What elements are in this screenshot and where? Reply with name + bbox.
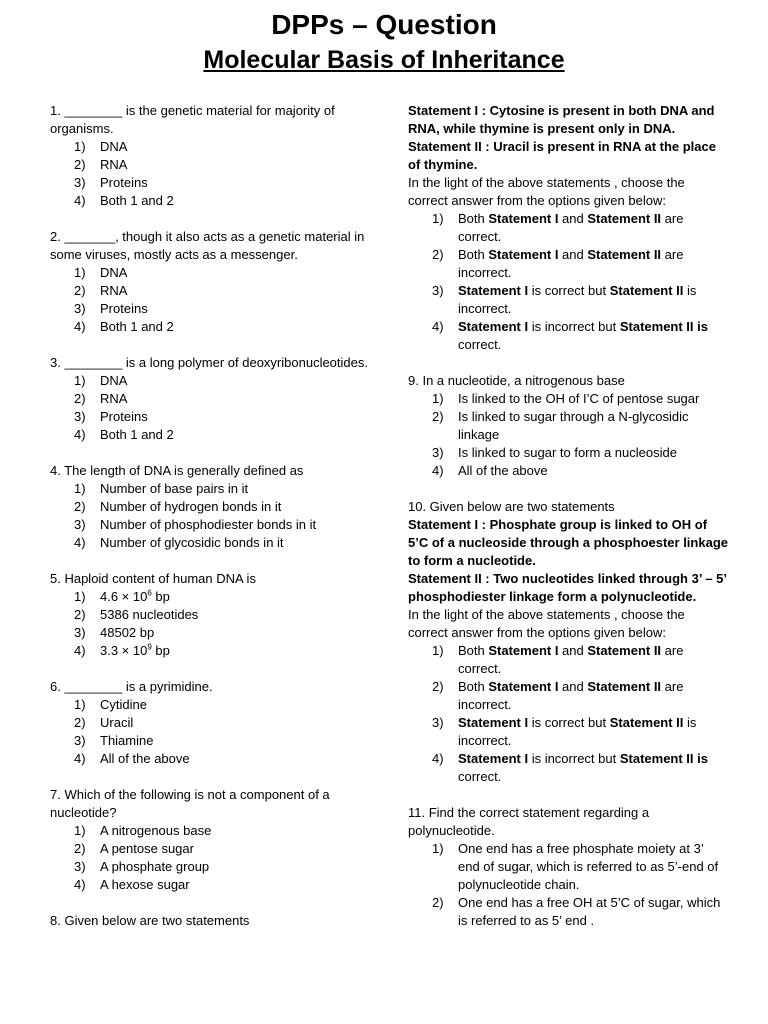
option-number: 2) [74, 841, 86, 856]
option-item [408, 840, 728, 894]
option-item [50, 174, 380, 192]
option-item [50, 642, 380, 660]
question-text: 5. Haploid content of human DNA is [50, 571, 256, 586]
option-text: Number of base pairs in it [100, 481, 249, 496]
option-number: 2) [432, 679, 444, 694]
option-number: 4) [74, 193, 86, 208]
option-text: Both Statement I and Statement II are correct. [458, 643, 684, 676]
option-item [50, 876, 380, 894]
option-item [50, 192, 380, 210]
option-number: 4) [432, 319, 444, 334]
option-number: 4) [74, 319, 86, 334]
option-item [50, 822, 380, 840]
option-number: 3) [74, 859, 86, 874]
option-text: A pentose sugar [100, 841, 194, 856]
option-text: Proteins [100, 409, 148, 424]
question-text: 3. ________ is a long polymer of deoxyribonucleotides. [50, 355, 368, 370]
option-item [50, 480, 380, 498]
option-list [408, 210, 728, 354]
option-number: 2) [74, 283, 86, 298]
option-list [50, 372, 380, 444]
option-number: 2) [74, 715, 86, 730]
option-text: Both 1 and 2 [100, 319, 174, 334]
option-text: Both 1 and 2 [100, 193, 174, 208]
option-number: 4) [74, 427, 86, 442]
option-item [50, 516, 380, 534]
option-number: 3) [74, 175, 86, 190]
option-item [408, 246, 728, 282]
option-item [50, 714, 380, 732]
option-text: A hexose sugar [100, 877, 190, 892]
option-item [50, 498, 380, 516]
statement: Statement II : Uracil is present in RNA at the place of thymine. [408, 139, 716, 172]
question-text: 1. ________ is the genetic material for majority of organisms. [50, 103, 335, 136]
option-number: 3) [74, 517, 86, 532]
option-text: Number of hydrogen bonds in it [100, 499, 282, 514]
option-text: Statement I is incorrect but Statement II is correct. [458, 751, 708, 784]
question-text: In the light of the above statements , choose the correct answer from the options given below: [408, 175, 685, 208]
option-text: Thiamine [100, 733, 154, 748]
option-text: RNA [100, 391, 128, 406]
option-number: 4) [74, 535, 86, 550]
question [408, 102, 728, 354]
option-number: 4) [432, 751, 444, 766]
option-number: 3) [74, 409, 86, 424]
option-text: Both Statement I and Statement II are incorrect. [458, 679, 684, 712]
option-text: Statement I is incorrect but Statement II is correct. [458, 319, 708, 352]
option-item [408, 462, 728, 480]
option-number: 4) [74, 643, 86, 658]
option-number: 2) [432, 409, 444, 424]
option-number: 3) [432, 715, 444, 730]
option-number: 1) [432, 841, 444, 856]
question-text: 9. In a nucleotide, a nitrogenous base [408, 373, 625, 388]
option-item [50, 264, 380, 282]
option-text: Statement I is correct but Statement II is incorrect. [458, 283, 697, 316]
option-item [50, 588, 380, 606]
option-item [50, 426, 380, 444]
question [50, 228, 380, 336]
option-text: Number of phosphodiester bonds in it [100, 517, 317, 532]
option-text: Is linked to sugar to form a nucleoside [458, 445, 677, 460]
option-number: 4) [432, 463, 444, 478]
option-item [50, 390, 380, 408]
option-text: $3.3 \times 10^9$ bp [100, 642, 170, 658]
option-item [50, 606, 380, 624]
option-text: Both Statement I and Statement II are incorrect. [458, 247, 684, 280]
option-text: $4.6 \times 10^6$ bp [100, 588, 170, 604]
option-number: 4) [74, 877, 86, 892]
question-text: 11. Find the correct statement regarding a polynucleotide. [408, 805, 650, 838]
option-number: 1) [432, 391, 444, 406]
question-text: 7. Which of the following is not a component of a nucleotide? [50, 787, 330, 820]
option-text: Proteins [100, 175, 148, 190]
option-item [408, 750, 728, 786]
option-number: 1) [74, 697, 86, 712]
question-text: 6. ________ is a pyrimidine. [50, 679, 213, 694]
option-item [50, 840, 380, 858]
page-subtitle: Molecular Basis of Inheritance [203, 46, 565, 74]
option-item [50, 858, 380, 876]
option-text: DNA [100, 139, 128, 154]
option-item [50, 372, 380, 390]
option-text: 48502 bp [100, 625, 155, 640]
question [50, 678, 380, 768]
option-number: 2) [432, 895, 444, 910]
question-text: In the light of the above statements , choose the correct answer from the options given below: [408, 607, 685, 640]
superscript: 6 [147, 588, 152, 598]
statement: Statement I : Cytosine is present in both DNA and RNA, while thymine is present only in DNA. [408, 103, 715, 136]
option-text: Is linked to the OH of I’C of pentose sugar [458, 391, 700, 406]
option-list [408, 642, 728, 786]
option-number: 2) [74, 607, 86, 622]
right-column [408, 102, 728, 948]
question-text: 2. _______, though it also acts as a genetic material in some viruses, mostly acts as a messenger. [50, 229, 365, 262]
option-item [50, 318, 380, 336]
option-number: 1) [432, 643, 444, 658]
question [50, 570, 380, 660]
option-item [408, 642, 728, 678]
option-item [50, 156, 380, 174]
option-list [408, 840, 728, 930]
option-item [408, 210, 728, 246]
option-text: Is linked to sugar through a N-glycosidic linkage [458, 409, 689, 442]
option-text: Statement I is correct but Statement II is incorrect. [458, 715, 697, 748]
option-number: 1) [74, 823, 86, 838]
option-text: A phosphate group [100, 859, 210, 874]
option-text: 5386 nucleotides [100, 607, 199, 622]
option-text: Proteins [100, 301, 148, 316]
question-text: 4. The length of DNA is generally defined as [50, 463, 304, 478]
option-item [408, 318, 728, 354]
option-item [408, 678, 728, 714]
option-list [50, 264, 380, 336]
statement: Statement I : Phosphate group is linked to OH of 5’C of a nucleoside through a phosphoester linkage to form a nucleotide. [408, 517, 728, 568]
question [408, 372, 728, 480]
question-text: 8. Given below are two statements [50, 913, 250, 928]
question [50, 462, 380, 552]
option-text: Cytidine [100, 697, 147, 712]
option-item [408, 408, 728, 444]
option-list [50, 696, 380, 768]
option-number: 3) [74, 625, 86, 640]
question [408, 804, 728, 930]
option-item [50, 138, 380, 156]
question [408, 498, 728, 786]
question-text: 10. Given below are two statements [408, 499, 615, 514]
option-number: 3) [74, 301, 86, 316]
option-list [50, 822, 380, 894]
option-item [408, 282, 728, 318]
option-item [50, 624, 380, 642]
option-number: 1) [74, 373, 86, 388]
option-item [50, 300, 380, 318]
question [50, 354, 380, 444]
option-item [50, 750, 380, 768]
option-item [50, 408, 380, 426]
option-number: 2) [74, 157, 86, 172]
option-number: 1) [74, 589, 86, 604]
option-number: 3) [432, 445, 444, 460]
option-number: 1) [432, 211, 444, 226]
option-text: RNA [100, 157, 128, 172]
option-number: 1) [74, 139, 86, 154]
option-number: 2) [74, 499, 86, 514]
option-number: 4) [74, 751, 86, 766]
option-item [50, 534, 380, 552]
page-header [0, 8, 768, 76]
option-number: 2) [432, 247, 444, 262]
option-text: Number of glycosidic bonds in it [100, 535, 284, 550]
option-text: All of the above [458, 463, 548, 478]
option-text: All of the above [100, 751, 190, 766]
option-item [50, 696, 380, 714]
option-text: Uracil [100, 715, 134, 730]
option-number: 1) [74, 265, 86, 280]
option-text: One end has a free phosphate moiety at 3’ end of sugar, which is referred to as 5’-end of polynucleotide chain. [458, 841, 719, 892]
option-text: DNA [100, 265, 128, 280]
option-list [50, 588, 380, 660]
option-text: A nitrogenous base [100, 823, 212, 838]
option-number: 2) [74, 391, 86, 406]
question [50, 912, 380, 930]
option-list [50, 138, 380, 210]
option-text: DNA [100, 373, 128, 388]
option-list [50, 480, 380, 552]
option-item [408, 444, 728, 462]
option-item [50, 282, 380, 300]
option-item [408, 390, 728, 408]
superscript: 9 [147, 642, 152, 652]
option-number: 1) [74, 481, 86, 496]
statement: Statement II : Two nucleotides linked through 3’ – 5’ phosphodiester linkage form a polynucleotide. [408, 571, 727, 604]
question [50, 786, 380, 894]
option-item [50, 732, 380, 750]
option-number: 3) [432, 283, 444, 298]
option-list [408, 390, 728, 480]
page-title: DPPs – Question [271, 9, 497, 40]
left-column [50, 102, 380, 948]
question [50, 102, 380, 210]
option-text: Both Statement I and Statement II are correct. [458, 211, 684, 244]
option-number: 3) [74, 733, 86, 748]
option-item [408, 714, 728, 750]
option-text: One end has a free OH at 5’C of sugar, which is referred to as 5’ end . [458, 895, 721, 928]
option-text: Both 1 and 2 [100, 427, 174, 442]
option-text: RNA [100, 283, 128, 298]
option-item [408, 894, 728, 930]
